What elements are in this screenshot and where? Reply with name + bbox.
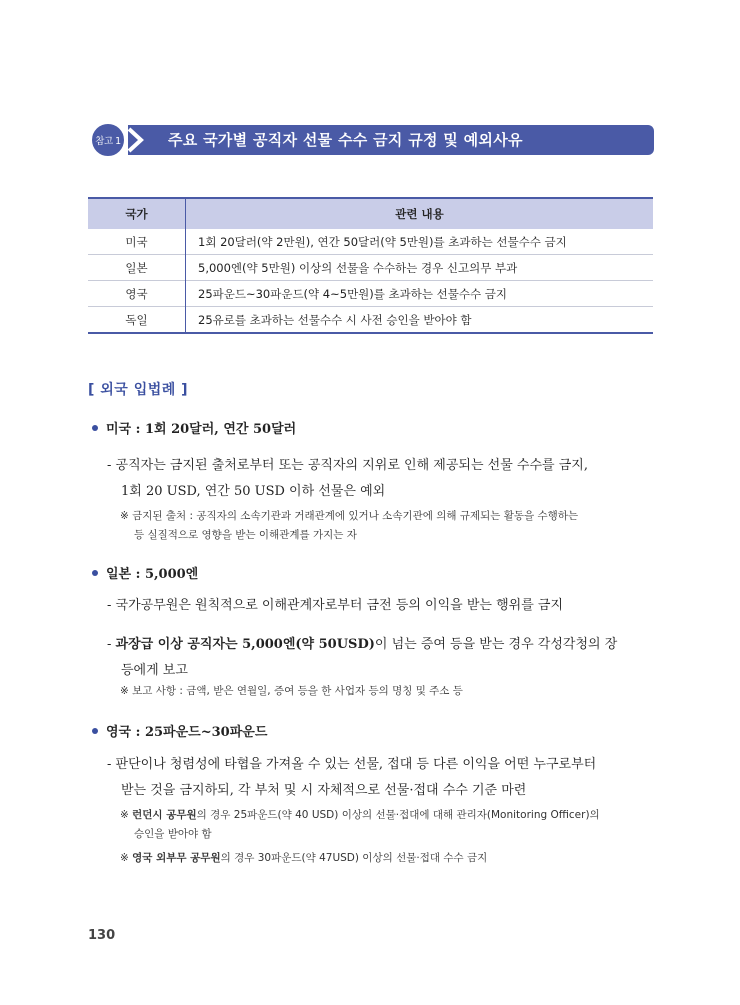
banner-title: 주요 국가별 공직자 선물 수수 금지 규정 및 예외사유 <box>168 131 523 149</box>
content-cell: 25파운드~30파운드(약 4~5만원)를 초과하는 선물수수 금지 <box>198 286 507 301</box>
country-cell: 미국 <box>88 229 186 255</box>
us-para-line2: 1회 20 USD, 연간 50 USD 이하 선물은 예외 <box>121 484 386 499</box>
table-row <box>88 307 653 334</box>
us-heading <box>92 418 296 437</box>
jp-heading-text: 일본 : 5,000엔 <box>106 567 199 582</box>
country-cell: 일본 <box>88 255 186 281</box>
bullet-icon <box>92 728 98 734</box>
chevron-right-icon <box>126 126 148 154</box>
table-row <box>88 281 653 307</box>
uk-para-line2: 받는 것을 금지하되, 각 부처 및 시 자체적으로 선물·접대 수수 기준 마련 <box>121 783 527 798</box>
uk-note2-bold: 영국 외부무 공무원 <box>132 852 221 864</box>
section-banner <box>90 122 654 158</box>
table-row <box>88 229 653 255</box>
uk-note2-rest: 의 경우 30파운드(약 47USD) 이상의 선물·접대 수수 금지 <box>220 852 488 864</box>
jp-paragraph-1: - 국가공무원은 원칙적으로 이해관계자로부터 금전 등의 이익을 받는 행위를 금지 <box>107 598 563 613</box>
dash: - <box>107 637 116 652</box>
us-para-line1: - 공직자는 금지된 출처로부터 또는 공직자의 지위로 인해 제공되는 선물 수수를 금지, <box>107 458 588 473</box>
table-header-row <box>88 198 653 229</box>
note-mark: ※ <box>120 809 133 821</box>
content-cell: 1회 20달러(약 2만원), 연간 50달러(약 5만원)를 초과하는 선물수수 금지 <box>198 234 567 249</box>
table-row <box>88 255 653 281</box>
uk-note-2 <box>120 849 660 868</box>
us-heading-text: 미국 : 1회 20달러, 연간 50달러 <box>106 422 297 437</box>
section-title: [ 외국 입법례 ] <box>88 382 189 398</box>
country-cell: 독일 <box>88 307 186 334</box>
us-paragraph <box>107 453 657 505</box>
note-mark: ※ <box>120 852 133 864</box>
us-note <box>120 507 660 545</box>
jp-para2-bold: 과장급 이상 공직자는 5,000엔(약 50USD) <box>115 637 375 652</box>
country-cell: 영국 <box>88 281 186 307</box>
uk-paragraph <box>107 752 657 804</box>
jp-heading <box>92 563 198 582</box>
jp-para2-rest: 이 넘는 증여 등을 받는 경우 각성각청의 장 <box>374 637 618 652</box>
uk-note1-line2: 승인을 받아야 함 <box>134 828 212 840</box>
content-cell: 5,000엔(약 5만원) 이상의 선물을 수수하는 경우 신고의무 부과 <box>198 260 518 275</box>
jp-note: ※ 보고 사항 : 금액, 받은 연월일, 증여 등을 한 사업자 등의 명칭 및 주소 등 <box>120 685 463 697</box>
country-table <box>88 197 653 334</box>
jp-para2-line2: 등에게 보고 <box>121 663 188 678</box>
header-content: 관련 내용 <box>186 198 654 229</box>
us-note-line2: 등 실질적으로 영향을 받는 이해관계를 가지는 자 <box>134 529 357 541</box>
uk-para-line1: - 판단이나 청렴성에 타협을 가져올 수 있는 선물, 접대 등 다른 이익을 어떤 누구로부터 <box>107 757 597 772</box>
uk-heading-text: 영국 : 25파운드~30파운드 <box>106 725 268 740</box>
page-number: 130 <box>88 928 116 943</box>
uk-note-1 <box>120 806 660 844</box>
uk-note1-rest: 의 경우 25파운드(약 40 USD) 이상의 선물·접대에 대해 관리자(Monitoring Officer)의 <box>196 809 600 821</box>
uk-heading <box>92 721 267 740</box>
header-country: 국가 <box>88 198 186 229</box>
us-note-line1: ※ 금지된 출처 : 공직자의 소속기관과 거래관계에 있거나 소속기관에 의해 규제되는 활동을 수행하는 <box>120 510 579 522</box>
content-cell: 25유로를 초과하는 선물수수 시 사전 승인을 받아야 함 <box>198 312 472 327</box>
bullet-icon <box>92 570 98 576</box>
bullet-icon <box>92 425 98 431</box>
uk-note1-bold: 런던시 공무원 <box>132 809 197 821</box>
jp-paragraph-2 <box>107 632 657 684</box>
banner-badge: 참고 1 <box>90 122 126 158</box>
